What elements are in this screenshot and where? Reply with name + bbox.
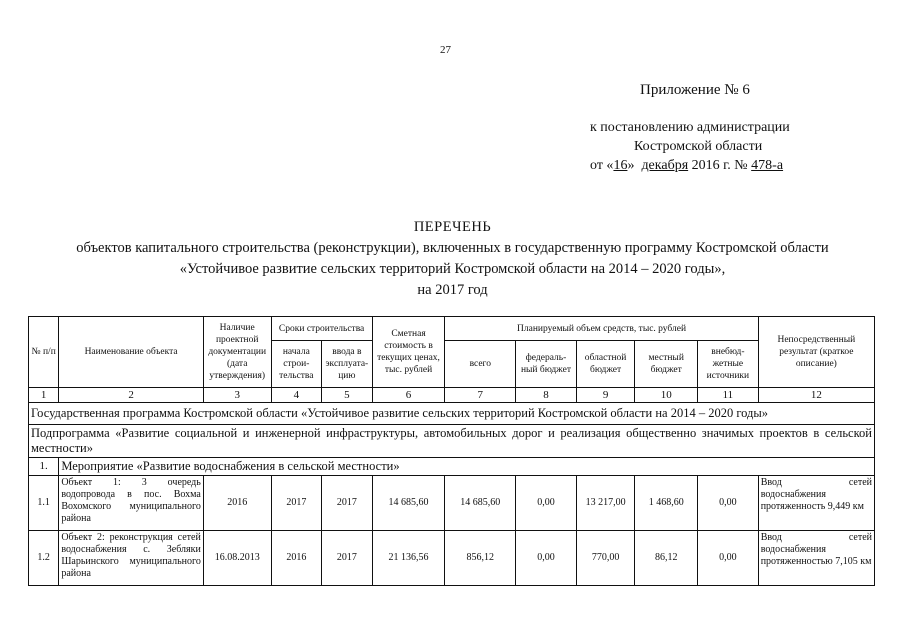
- subprogram-title: Подпрограмма «Развитие социальной и инженерной инфраструктуры, автомобильных дорог и реализация общественно значимых проектов в сельской местности»: [29, 425, 875, 458]
- table-row: [29, 476, 875, 531]
- order-line2: Костромской области: [634, 139, 763, 154]
- measure-row: [29, 458, 875, 476]
- measure-num: 1.: [29, 458, 59, 476]
- header-cost: Сметная стоимость в текущих ценах, тыс. рублей: [372, 317, 445, 388]
- col-num: 10: [635, 388, 698, 403]
- header-result: Непосредственный результат (краткое описание): [758, 317, 874, 388]
- heading-line2: «Устойчивое развитие сельских территорий Костромской области на 2014 – 2020 годы»,: [179, 261, 726, 277]
- col-num: 6: [372, 388, 445, 403]
- row-num: 1.2: [29, 531, 59, 586]
- row-offbudget: 0,00: [698, 476, 759, 531]
- program-title: Государственная программа Костромской области «Устойчивое развитие сельских территорий Костромской области на 2014 – 2020 годы»: [29, 403, 875, 425]
- header-federal: федераль-ный бюджет: [516, 341, 577, 388]
- row-offbudget: 0,00: [698, 531, 759, 586]
- col-num: 11: [698, 388, 759, 403]
- header-funds: Планируемый объем средств, тыс. рублей: [445, 317, 758, 341]
- row-docs: 2016: [203, 476, 271, 531]
- row-name: Объект 2: реконструкция сетей водоснабжения с. Зебляки Шарьинского муниципального района: [59, 531, 204, 586]
- order-line3: [590, 156, 790, 175]
- row-local: 86,12: [635, 531, 698, 586]
- row-federal: 0,00: [516, 531, 577, 586]
- col-num: 12: [758, 388, 874, 403]
- order-day: 16: [613, 158, 628, 173]
- row-result: Ввод сетей водоснабжения протяженность 9,449 км: [758, 476, 874, 531]
- header-docs: Наличие проектной документации (дата утверждения): [203, 317, 271, 388]
- col-num: 2: [59, 388, 204, 403]
- header-commission: ввода в эксплуата-цию: [322, 341, 373, 388]
- subprogram-row: [29, 425, 875, 458]
- col-num: 1: [29, 388, 59, 403]
- col-num: 8: [516, 388, 577, 403]
- header-total: всего: [445, 341, 516, 388]
- order-line1: к постановлению администрации: [590, 120, 790, 135]
- order-month: декабря: [641, 158, 689, 173]
- col-num: 3: [203, 388, 271, 403]
- document-heading: [0, 217, 905, 301]
- header-regional: областной бюджет: [576, 341, 635, 388]
- header-start: начала строи-тельства: [271, 341, 322, 388]
- row-end: 2017: [322, 476, 373, 531]
- order-year: 2016 г. №: [691, 158, 748, 173]
- row-total: 856,12: [445, 531, 516, 586]
- measure-title: Мероприятие «Развитие водоснабжения в сельской местности»: [59, 458, 875, 476]
- heading-line3: на 2017 год: [417, 282, 488, 298]
- col-num: 7: [445, 388, 516, 403]
- row-name: Объект 1: 3 очередь водопровода в пос. Вохма Вохомского муниципального района: [59, 476, 204, 531]
- column-numbers-row: [29, 388, 875, 403]
- row-cost: 14 685,60: [372, 476, 445, 531]
- col-num: 5: [322, 388, 373, 403]
- row-federal: 0,00: [516, 476, 577, 531]
- order-number: 478-а: [751, 158, 784, 173]
- row-end: 2017: [322, 531, 373, 586]
- heading-title: ПЕРЕЧЕНЬ: [413, 219, 492, 235]
- appendix-block: [590, 80, 750, 100]
- table-row: [29, 531, 875, 586]
- order-prefix: от «: [590, 158, 614, 173]
- row-docs: 16.08.2013: [203, 531, 271, 586]
- row-start: 2016: [271, 531, 322, 586]
- program-row: [29, 403, 875, 425]
- appendix-title: Приложение № 6: [640, 82, 750, 98]
- row-regional: 13 217,00: [576, 476, 635, 531]
- order-mid: »: [627, 158, 635, 173]
- row-local: 1 468,60: [635, 476, 698, 531]
- page-number: 27: [440, 44, 451, 56]
- row-cost: 21 136,56: [372, 531, 445, 586]
- col-num: 9: [576, 388, 635, 403]
- objects-table: [28, 316, 875, 586]
- header-offbudget: внебюд-жетные источники: [698, 341, 759, 388]
- row-regional: 770,00: [576, 531, 635, 586]
- row-start: 2017: [271, 476, 322, 531]
- row-total: 14 685,60: [445, 476, 516, 531]
- order-reference: [590, 118, 790, 175]
- heading-line1: объектов капитального строительства (реконструкции), включенных в государственную программу Костромской области: [76, 240, 829, 256]
- col-num: 4: [271, 388, 322, 403]
- row-num: 1.1: [29, 476, 59, 531]
- header-local: местный бюджет: [635, 341, 698, 388]
- row-result: Ввод сетей водоснабжения протяженностью 7,105 км: [758, 531, 874, 586]
- header-name: Наименование объекта: [59, 317, 204, 388]
- header-num: № п/п: [29, 317, 59, 388]
- header-terms: Сроки строительства: [271, 317, 372, 341]
